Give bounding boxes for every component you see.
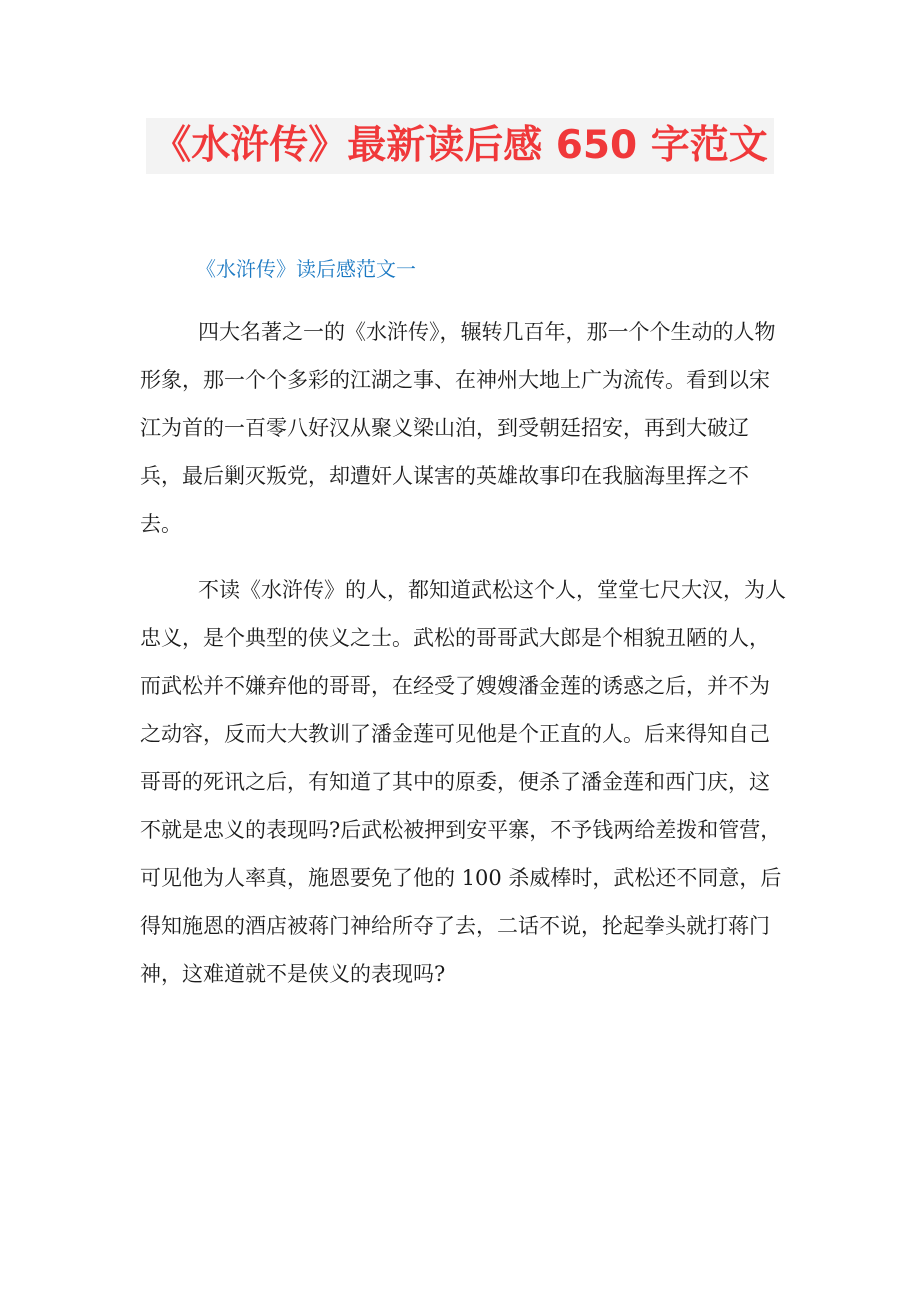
title-container — [0, 118, 920, 174]
paragraph-2: 不读《水浒传》的人，都知道武松这个人，堂堂七尺大汉，为人忠义，是个典型的侠义之士。武松的哥哥武大郎是个相貌丑陋的人，而武松并不嫌弃他的哥哥，在经受了嫂嫂潘金莲的诱惑之后，并不为之动容，反而大大教训了潘金莲可见他是个正直的人。后来得知自己哥哥的死讯之后，有知道了其中的原委，便杀了潘金莲和西门庆，这不就是忠义的表现吗?后武松被押到安平寨，不予钱两给差拨和管营，可见他为人率真，施恩要免了他的 100 杀威棒时，武松还不同意，后得知施恩的酒店被蒋门神给所夺了去，二话不说，抡起拳头就打蒋门神，这难道就不是侠义的表现吗? — [140, 578, 786, 986]
document-title: 《水浒传》最新读后感 650 字范文 — [146, 118, 774, 174]
section-heading: 《水浒传》读后感范文一 — [196, 257, 416, 281]
paragraph-1: 四大名著之一的《水浒传》，辗转几百年，那一个个生动的人物形象，那一个个多彩的江湖之事、在神州大地上广为流传。看到以宋江为首的一百零八好汉从聚义梁山泊，到受朝廷招安，再到大破辽兵，最后剿灭叛党，却遭奸人谋害的英雄故事印在我脑海里挥之不去。 — [140, 320, 776, 536]
